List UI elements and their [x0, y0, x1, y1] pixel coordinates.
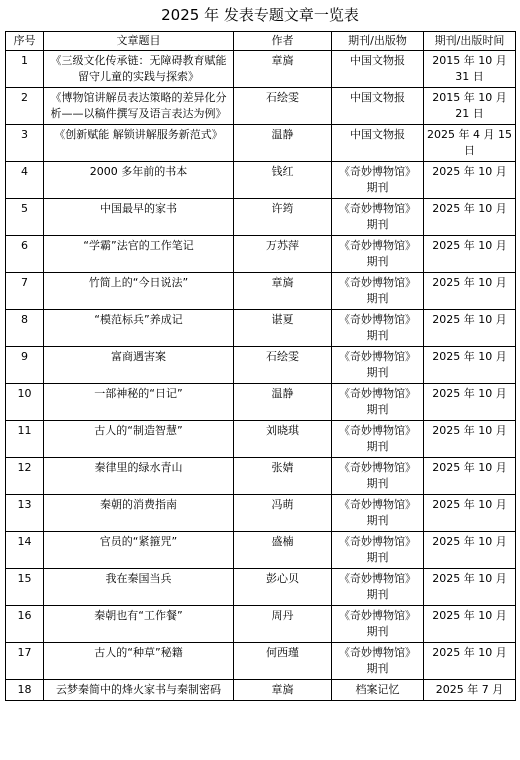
- cell-title: 云梦秦简中的烽火家书与秦制密码: [44, 680, 234, 701]
- cell-publication: 《奇妙博物馆》期刊: [332, 532, 424, 569]
- cell-title: 官员的“紧箍咒”: [44, 532, 234, 569]
- cell-date: 2025 年 10 月: [424, 273, 516, 310]
- cell-title: 秦朝也有“工作餐”: [44, 606, 234, 643]
- cell-publication: 中国文物报: [332, 88, 424, 125]
- cell-date: 2025 年 10 月: [424, 384, 516, 421]
- cell-date: 2025 年 10 月: [424, 162, 516, 199]
- cell-author: 何西瑾: [234, 643, 332, 680]
- cell-title: 《博物馆讲解员表达策略的差异化分析——以稿件撰写及语言表达为例》: [44, 88, 234, 125]
- cell-author: 章旖: [234, 680, 332, 701]
- cell-publication: 《奇妙博物馆》期刊: [332, 421, 424, 458]
- cell-date: 2025 年 7 月: [424, 680, 516, 701]
- cell-publication: 《奇妙博物馆》期刊: [332, 643, 424, 680]
- cell-number: 12: [6, 458, 44, 495]
- cell-number: 18: [6, 680, 44, 701]
- cell-number: 7: [6, 273, 44, 310]
- table-row: [6, 347, 516, 384]
- cell-title: 2000 多年前的书本: [44, 162, 234, 199]
- cell-number: 11: [6, 421, 44, 458]
- cell-publication: 《奇妙博物馆》期刊: [332, 162, 424, 199]
- table-row: [6, 199, 516, 236]
- table-row: [6, 458, 516, 495]
- cell-number: 8: [6, 310, 44, 347]
- cell-number: 14: [6, 532, 44, 569]
- cell-date: 2025 年 10 月: [424, 643, 516, 680]
- cell-author: 彭心贝: [234, 569, 332, 606]
- table-row: [6, 495, 516, 532]
- cell-publication: 中国文物报: [332, 125, 424, 162]
- header-publication: 期刊/出版物: [332, 32, 424, 51]
- cell-publication: 《奇妙博物馆》期刊: [332, 495, 424, 532]
- cell-date: 2025 年 10 月: [424, 606, 516, 643]
- table-row: [6, 569, 516, 606]
- cell-author: 盛楠: [234, 532, 332, 569]
- cell-title: 一部神秘的“日记”: [44, 384, 234, 421]
- cell-date: 2015 年 10 月 31 日: [424, 51, 516, 88]
- table-row: [6, 606, 516, 643]
- cell-publication: 《奇妙博物馆》期刊: [332, 569, 424, 606]
- cell-number: 17: [6, 643, 44, 680]
- cell-author: 钱红: [234, 162, 332, 199]
- cell-publication: 《奇妙博物馆》期刊: [332, 384, 424, 421]
- cell-title: “模范标兵”养成记: [44, 310, 234, 347]
- cell-date: 2025 年 10 月: [424, 495, 516, 532]
- header-author: 作者: [234, 32, 332, 51]
- cell-number: 13: [6, 495, 44, 532]
- cell-number: 15: [6, 569, 44, 606]
- table-row: [6, 532, 516, 569]
- table-row: [6, 162, 516, 199]
- cell-title: 古人的“种草”秘籍: [44, 643, 234, 680]
- cell-date: 2025 年 10 月: [424, 421, 516, 458]
- cell-publication: 《奇妙博物馆》期刊: [332, 347, 424, 384]
- table-body: [6, 51, 516, 701]
- cell-author: 刘晓琪: [234, 421, 332, 458]
- cell-number: 10: [6, 384, 44, 421]
- cell-date: 2025 年 10 月: [424, 310, 516, 347]
- cell-date: 2015 年 10 月 21 日: [424, 88, 516, 125]
- cell-publication: 《奇妙博物馆》期刊: [332, 458, 424, 495]
- cell-number: 4: [6, 162, 44, 199]
- cell-publication: 中国文物报: [332, 51, 424, 88]
- cell-author: 谌夏: [234, 310, 332, 347]
- table-row: [6, 310, 516, 347]
- cell-publication: 《奇妙博物馆》期刊: [332, 606, 424, 643]
- cell-number: 3: [6, 125, 44, 162]
- cell-number: 5: [6, 199, 44, 236]
- cell-author: 章旖: [234, 51, 332, 88]
- cell-title: 秦律里的绿水青山: [44, 458, 234, 495]
- cell-publication: 《奇妙博物馆》期刊: [332, 236, 424, 273]
- table-row: [6, 236, 516, 273]
- header-date: 期刊/出版时间: [424, 32, 516, 51]
- table-row: [6, 125, 516, 162]
- cell-date: 2025 年 10 月: [424, 236, 516, 273]
- cell-title: 《三级文化传承链：无障碍教育赋能留守儿童的实践与探索》: [44, 51, 234, 88]
- table-row: [6, 88, 516, 125]
- header-title: 文章题目: [44, 32, 234, 51]
- articles-table: [5, 31, 516, 701]
- cell-author: 石绘雯: [234, 347, 332, 384]
- cell-date: 2025 年 10 月: [424, 347, 516, 384]
- table-row: [6, 273, 516, 310]
- cell-author: 万苏萍: [234, 236, 332, 273]
- cell-author: 张婧: [234, 458, 332, 495]
- cell-date: 2025 年 10 月: [424, 199, 516, 236]
- cell-date: 2025 年 4 月 15 日: [424, 125, 516, 162]
- cell-publication: 《奇妙博物馆》期刊: [332, 310, 424, 347]
- cell-title: 古人的“制造智慧”: [44, 421, 234, 458]
- table-header-row: [6, 32, 516, 51]
- table-row: [6, 643, 516, 680]
- cell-date: 2025 年 10 月: [424, 458, 516, 495]
- cell-number: 1: [6, 51, 44, 88]
- table-row: [6, 384, 516, 421]
- cell-author: 温静: [234, 125, 332, 162]
- cell-title: 竹简上的“今日说法”: [44, 273, 234, 310]
- cell-number: 9: [6, 347, 44, 384]
- cell-author: 石绘雯: [234, 88, 332, 125]
- cell-author: 周丹: [234, 606, 332, 643]
- cell-title: 秦朝的消费指南: [44, 495, 234, 532]
- cell-title: “学霸”法官的工作笔记: [44, 236, 234, 273]
- cell-author: 冯萌: [234, 495, 332, 532]
- cell-title: 《创新赋能 解锁讲解服务新范式》: [44, 125, 234, 162]
- cell-author: 许筠: [234, 199, 332, 236]
- cell-title: 中国最早的家书: [44, 199, 234, 236]
- header-number: 序号: [6, 32, 44, 51]
- cell-number: 2: [6, 88, 44, 125]
- cell-author: 温静: [234, 384, 332, 421]
- table-row: [6, 51, 516, 88]
- page-title: 2025 年 发表专题文章一览表: [161, 6, 359, 24]
- cell-title: 富商遇害案: [44, 347, 234, 384]
- cell-date: 2025 年 10 月: [424, 569, 516, 606]
- cell-publication: 《奇妙博物馆》期刊: [332, 273, 424, 310]
- cell-author: 章旖: [234, 273, 332, 310]
- cell-number: 16: [6, 606, 44, 643]
- cell-publication: 《奇妙博物馆》期刊: [332, 199, 424, 236]
- cell-title: 我在秦国当兵: [44, 569, 234, 606]
- cell-publication: 档案记忆: [332, 680, 424, 701]
- table-row: [6, 421, 516, 458]
- cell-number: 6: [6, 236, 44, 273]
- cell-date: 2025 年 10 月: [424, 532, 516, 569]
- table-row: [6, 680, 516, 701]
